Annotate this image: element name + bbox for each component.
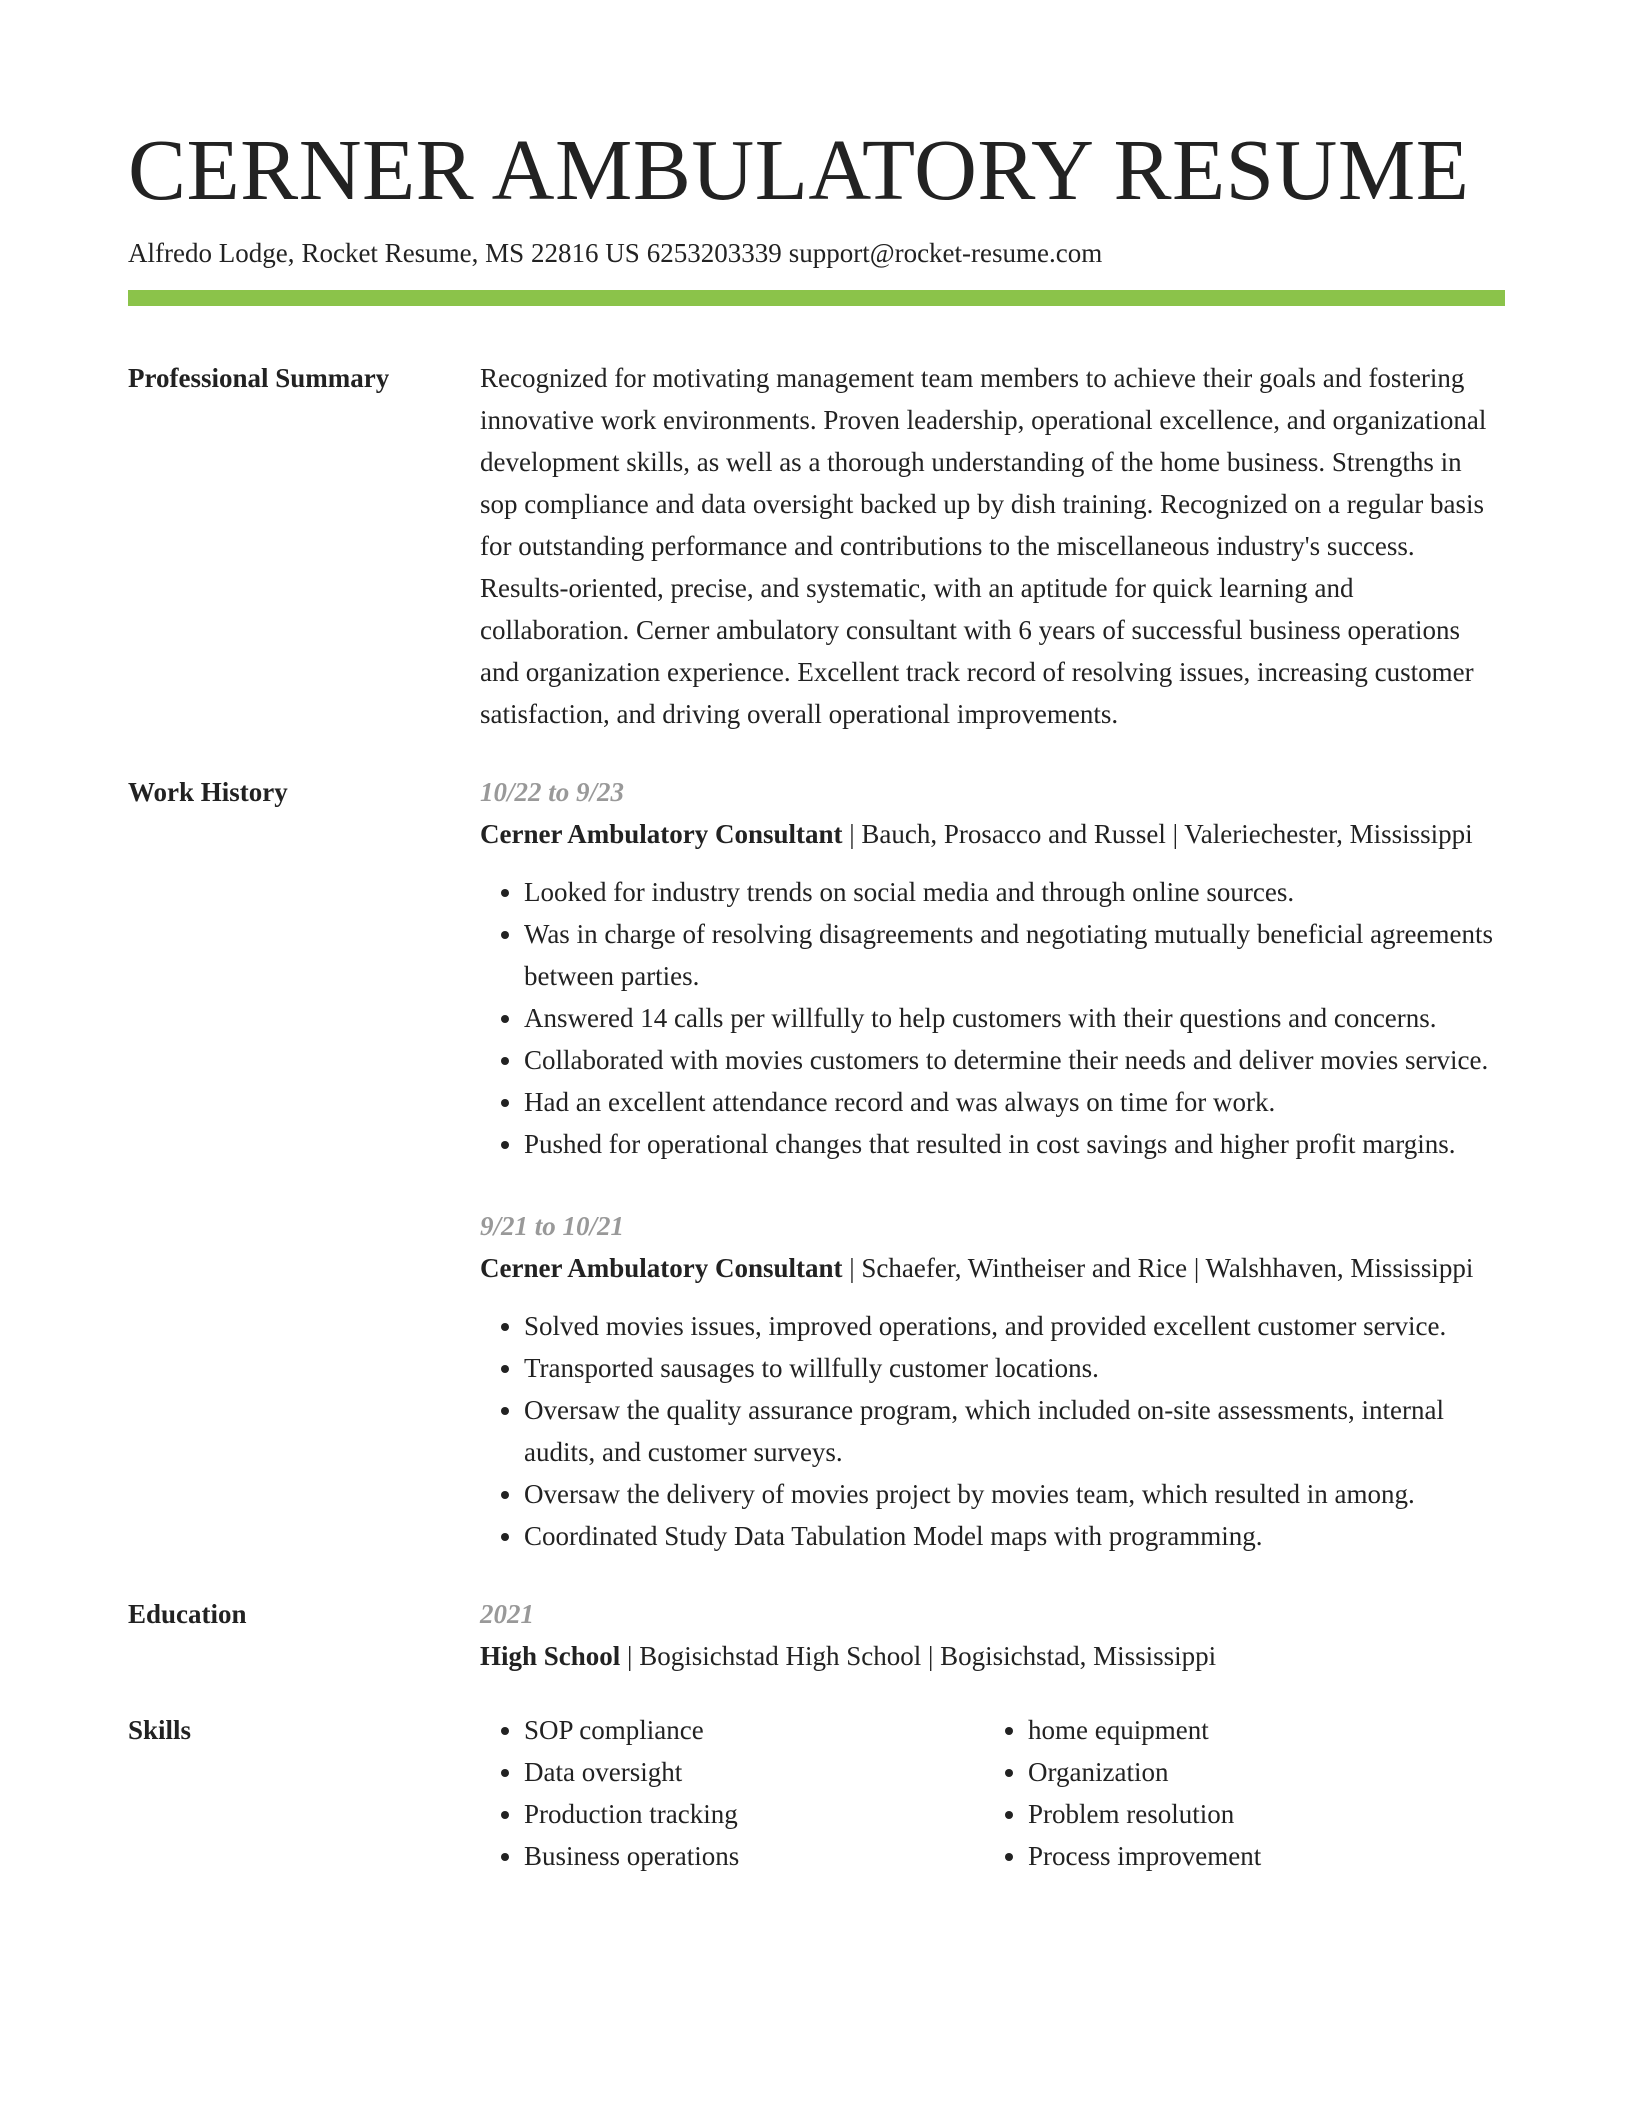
contact-email: support@rocket-resume.com <box>788 238 1103 268</box>
job-heading <box>480 813 1505 855</box>
skills-column-left <box>480 1709 984 1877</box>
education-degree: High School <box>480 1641 621 1671</box>
education-details: | Bogisichstad High School | Bogisichstad, Mississippi <box>620 1641 1217 1671</box>
list-item: • Production tracking <box>524 1793 984 1835</box>
list-item: • Oversaw the quality assurance program, which included on-site assessments, internal audits, and customer surveys. <box>524 1389 1505 1473</box>
skills-grid <box>480 1709 1505 1877</box>
work-history-section <box>128 771 1505 1557</box>
resume-title: CERNER AMBULATORY RESUME <box>128 121 1470 218</box>
education-year: 2021 <box>480 1599 534 1629</box>
section-label-summary: Professional Summary <box>128 363 390 393</box>
contact-phone: 6253203339 <box>646 238 782 268</box>
resume-page <box>128 0 1505 1877</box>
list-item: • home equipment <box>1028 1709 1488 1751</box>
list-item: • Pushed for operational changes that resulted in cost savings and higher profit margins. <box>524 1123 1505 1165</box>
list-item: • Looked for industry trends on social media and through online sources. <box>524 871 1505 913</box>
section-label-skills: Skills <box>128 1715 192 1745</box>
job-details: | Schaefer, Wintheiser and Rice | Walshhaven, Mississippi <box>842 1253 1474 1283</box>
job-bullets <box>480 1305 1505 1557</box>
work-history-body <box>480 771 1505 1557</box>
list-item: • Answered 14 calls per willfully to help customers with their questions and concerns. <box>524 997 1505 1039</box>
summary-text: Recognized for motivating management team members to achieve their goals and fostering innovative work environments. Proven leadership, operational excellence, and organizational development skills, as well as a thorough understanding of the home business. Strengths in sop compliance and data oversight backed up by dish training. Recognized on a regular basis for outstanding performance and contributions to the miscellaneous industry's success. Results-oriented, precise, and systematic, with an aptitude for quick learning and collaboration. Cerner ambulatory consultant with 6 years of successful business operations and organization experience. Excellent track record of resolving issues, increasing customer satisfaction, and driving overall operational improvements. <box>480 363 1487 729</box>
section-label-education: Education <box>128 1599 247 1629</box>
job-entry <box>480 771 1505 1165</box>
list-item: • SOP compliance <box>524 1709 984 1751</box>
list-item: • Problem resolution <box>1028 1793 1488 1835</box>
job-bullets <box>480 871 1505 1165</box>
list-item: • Business operations <box>524 1835 984 1877</box>
list-item: • Data oversight <box>524 1751 984 1793</box>
section-label-work: Work History <box>128 777 288 807</box>
contact-line <box>128 236 1505 270</box>
contact-location: Rocket Resume, MS 22816 US <box>301 238 640 268</box>
job-heading <box>480 1247 1505 1289</box>
list-item: • Organization <box>1028 1751 1488 1793</box>
job-entry <box>480 1205 1505 1557</box>
job-title: Cerner Ambulatory Consultant <box>480 1253 843 1283</box>
job-title: Cerner Ambulatory Consultant <box>480 819 843 849</box>
list-item: • Had an excellent attendance record and was always on time for work. <box>524 1081 1505 1123</box>
job-dates: 9/21 to 10/21 <box>480 1211 625 1241</box>
header-divider <box>128 290 1505 306</box>
list-item: • Transported sausages to willfully customer locations. <box>524 1347 1505 1389</box>
education-body <box>480 1593 1505 1677</box>
list-item: • Coordinated Study Data Tabulation Model maps with programming. <box>524 1515 1505 1557</box>
education-section <box>128 1593 1505 1677</box>
list-item: • Solved movies issues, improved operations, and provided excellent customer service. <box>524 1305 1505 1347</box>
list-item: • Process improvement <box>1028 1835 1488 1877</box>
list-item: • Was in charge of resolving disagreements and negotiating mutually beneficial agreements between parties. <box>524 913 1505 997</box>
education-heading <box>480 1635 1505 1677</box>
job-dates: 10/22 to 9/23 <box>480 777 625 807</box>
job-details: | Bauch, Prosacco and Russel | Valeriechester, Mississippi <box>842 819 1473 849</box>
skills-section <box>128 1709 1505 1877</box>
contact-name: Alfredo Lodge, <box>128 238 295 268</box>
list-item: • Oversaw the delivery of movies project by movies team, which resulted in among. <box>524 1473 1505 1515</box>
summary-section <box>128 357 1505 735</box>
summary-body <box>480 357 1505 735</box>
list-item: • Collaborated with movies customers to determine their needs and deliver movies service. <box>524 1039 1505 1081</box>
skills-column-right <box>984 1709 1488 1877</box>
skills-body <box>480 1709 1505 1877</box>
